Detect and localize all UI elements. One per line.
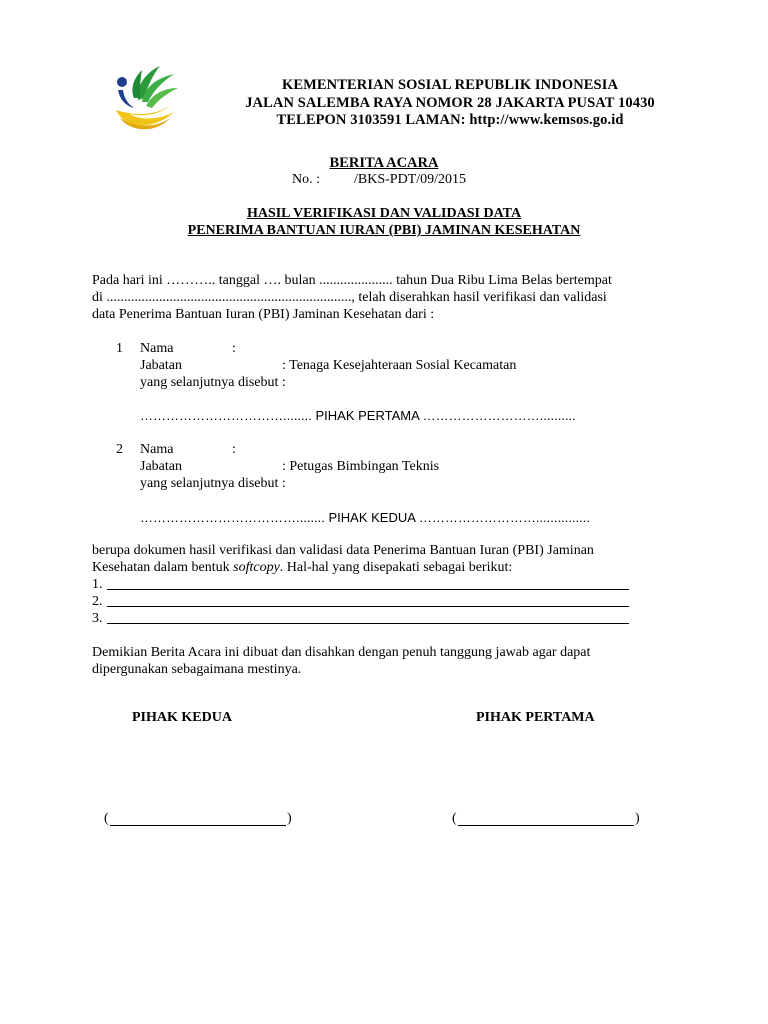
signature-label-right: PIHAK PERTAMA xyxy=(476,710,595,725)
party1-disebut: yang selanjutnya disebut : xyxy=(140,375,286,390)
agreement-item-3-blank xyxy=(107,623,629,624)
body-line-2-post: . Hal-hal yang disepakati sebagai berikut: xyxy=(279,560,513,575)
signature-left-close: ) xyxy=(287,811,292,826)
party1-designation: ……………………………........ PIHAK PERTAMA ……………………….......... xyxy=(140,408,576,423)
agreement-item-2-blank xyxy=(107,606,629,607)
signature-right-close: ) xyxy=(635,811,640,826)
signature-left-line xyxy=(110,825,286,826)
header-line-1: KEMENTERIAN SOSIAL REPUBLIK INDONESIA xyxy=(281,77,619,93)
number-prefix: No. : xyxy=(292,172,320,187)
intro-line-1: Pada hari ini ……….. tanggal …. bulan ..................... tahun Dua Ribu Lima Belas bertempat xyxy=(92,273,612,288)
softcopy-text: softcopy xyxy=(233,560,280,575)
closing-line-2: dipergunakan sebagaimana mestinya. xyxy=(92,662,302,677)
agreement-item-3-number: 3. xyxy=(92,611,103,626)
party2-jabatan-value: : Petugas Bimbingan Teknis xyxy=(282,459,440,474)
signature-left-open: ( xyxy=(104,811,109,826)
number-suffix: /BKS-PDT/09/2015 xyxy=(354,172,467,187)
party2-disebut: yang selanjutnya disebut : xyxy=(140,476,286,491)
kemensos-logo xyxy=(108,60,182,134)
intro-line-3: data Penerima Bantuan Iuran (PBI) Jaminan Kesehatan dari : xyxy=(92,307,435,322)
body-line-2 xyxy=(92,559,512,576)
signature-label-left: PIHAK KEDUA xyxy=(132,710,232,725)
document-title: BERITA ACARA xyxy=(329,155,439,171)
subtitle-line-1: HASIL VERIFIKASI DAN VALIDASI DATA xyxy=(246,206,522,221)
party2-number: 2 xyxy=(116,442,123,457)
party2-designation: ………………………………........ PIHAK KEDUA ………………………............... xyxy=(140,510,590,525)
agreement-item-1-number: 1. xyxy=(92,577,103,592)
party1-jabatan-value: : Tenaga Kesejahteraan Sosial Kecamatan xyxy=(282,358,517,373)
party1-nama-label: Nama xyxy=(140,341,174,356)
agreement-item-2-number: 2. xyxy=(92,594,103,609)
header-line-3: TELEPON 3103591 LAMAN: http://www.kemsos.go.id xyxy=(276,112,624,128)
signature-right-open: ( xyxy=(452,811,457,826)
intro-line-2: di ......................................................................, telah diserahkan hasil verifikasi dan validasi xyxy=(92,290,607,305)
party2-nama-colon: : xyxy=(232,442,236,457)
body-line-1: berupa dokumen hasil verifikasi dan validasi data Penerima Bantuan Iuran (PBI) Jaminan xyxy=(92,543,594,558)
party1-jabatan-label: Jabatan xyxy=(140,358,182,373)
subtitle-line-2: PENERIMA BANTUAN IURAN (PBI) JAMINAN KESEHATAN xyxy=(187,223,581,238)
party1-number: 1 xyxy=(116,341,123,356)
body-line-2-pre: Kesehatan dalam bentuk xyxy=(92,560,234,575)
signature-right-line xyxy=(458,825,634,826)
party2-nama-label: Nama xyxy=(140,442,174,457)
party1-nama-colon: : xyxy=(232,341,236,356)
header-line-2: JALAN SALEMBA RAYA NOMOR 28 JAKARTA PUSAT 10430 xyxy=(245,95,655,111)
party2-jabatan-label: Jabatan xyxy=(140,459,182,474)
closing-line-1: Demikian Berita Acara ini dibuat dan disahkan dengan penuh tanggung jawab agar dapat xyxy=(92,645,591,660)
agreement-item-1-blank xyxy=(107,589,629,590)
